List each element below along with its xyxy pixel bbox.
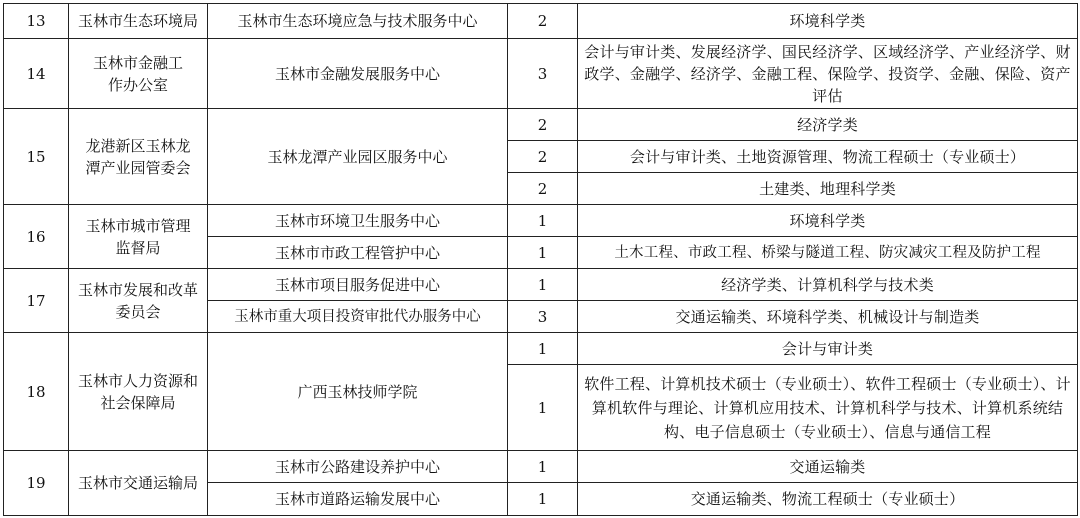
- row-number: 14: [4, 39, 69, 109]
- major-requirements: 环境科学类: [578, 205, 1078, 237]
- post-count: 3: [508, 39, 578, 109]
- post-count: 1: [508, 483, 578, 516]
- unit-name: 玉林龙潭产业园区服务中心: [208, 109, 508, 205]
- major-requirements: 会计与审计类、发展经济学、国民经济学、区域经济学、产业经济学、财政学、金融学、经济学、金融工程、保险学、投资学、金融、保险、资产评估: [578, 39, 1078, 109]
- unit-name: 玉林市市政工程管护中心: [208, 237, 508, 269]
- major-requirements: 经济学类: [578, 109, 1078, 141]
- unit-name: 玉林市重大项目投资审批代办服务中心: [208, 301, 508, 333]
- department-name: 玉林市城市管理监督局: [69, 205, 208, 269]
- major-requirements: 经济学类、计算机科学与技术类: [578, 269, 1078, 301]
- major-requirements: 会计与审计类: [578, 333, 1078, 365]
- table-row: [4, 333, 1078, 365]
- table-row: [4, 4, 1078, 39]
- unit-name: 玉林市金融发展服务中心: [208, 39, 508, 109]
- table-row: [4, 451, 1078, 483]
- unit-name: 广西玉林技师学院: [208, 333, 508, 451]
- row-number: 13: [4, 4, 69, 39]
- post-count: 1: [508, 237, 578, 269]
- major-requirements: 软件工程、计算机技术硕士（专业硕士）、软件工程硕士（专业硕士）、计算机软件与理论、计算机应用技术、计算机科学与技术、计算机系统结构、电子信息硕士（专业硕士）、信息与通信工程: [578, 365, 1078, 451]
- row-number: 19: [4, 451, 69, 516]
- department-name: 玉林市金融工作办公室: [69, 39, 208, 109]
- post-count: 1: [508, 269, 578, 301]
- row-number: 17: [4, 269, 69, 333]
- department-name: 玉林市交通运输局: [69, 451, 208, 516]
- post-count: 3: [508, 301, 578, 333]
- department-name: 玉林市生态环境局: [69, 4, 208, 39]
- row-number: 16: [4, 205, 69, 269]
- table-row: [4, 269, 1078, 301]
- post-count: 1: [508, 205, 578, 237]
- post-count: 1: [508, 451, 578, 483]
- unit-name: 玉林市公路建设养护中心: [208, 451, 508, 483]
- major-requirements: 交通运输类、环境科学类、机械设计与制造类: [578, 301, 1078, 333]
- unit-name: 玉林市环境卫生服务中心: [208, 205, 508, 237]
- post-count: 1: [508, 365, 578, 451]
- unit-name: 玉林市道路运输发展中心: [208, 483, 508, 516]
- row-number: 18: [4, 333, 69, 451]
- unit-name: 玉林市项目服务促进中心: [208, 269, 508, 301]
- department-name: 玉林市人力资源和社会保障局: [69, 333, 208, 451]
- row-number: 15: [4, 109, 69, 205]
- table-row: [4, 205, 1078, 237]
- table-row: [4, 109, 1078, 141]
- recruitment-table: [3, 3, 1078, 516]
- department-name: 玉林市发展和改革委员会: [69, 269, 208, 333]
- major-requirements: 交通运输类、物流工程硕士（专业硕士）: [578, 483, 1078, 516]
- post-count: 1: [508, 333, 578, 365]
- post-count: 2: [508, 173, 578, 205]
- department-name: 龙港新区玉林龙潭产业园管委会: [69, 109, 208, 205]
- post-count: 2: [508, 4, 578, 39]
- major-requirements: 环境科学类: [578, 4, 1078, 39]
- major-requirements: 会计与审计类、土地资源管理、物流工程硕士（专业硕士）: [578, 141, 1078, 173]
- unit-name: 玉林市生态环境应急与技术服务中心: [208, 4, 508, 39]
- post-count: 2: [508, 141, 578, 173]
- post-count: 2: [508, 109, 578, 141]
- major-requirements: 土木工程、市政工程、桥梁与隧道工程、防灾减灾工程及防护工程: [578, 237, 1078, 269]
- table-row: [4, 39, 1078, 109]
- major-requirements: 交通运输类: [578, 451, 1078, 483]
- major-requirements: 土建类、地理科学类: [578, 173, 1078, 205]
